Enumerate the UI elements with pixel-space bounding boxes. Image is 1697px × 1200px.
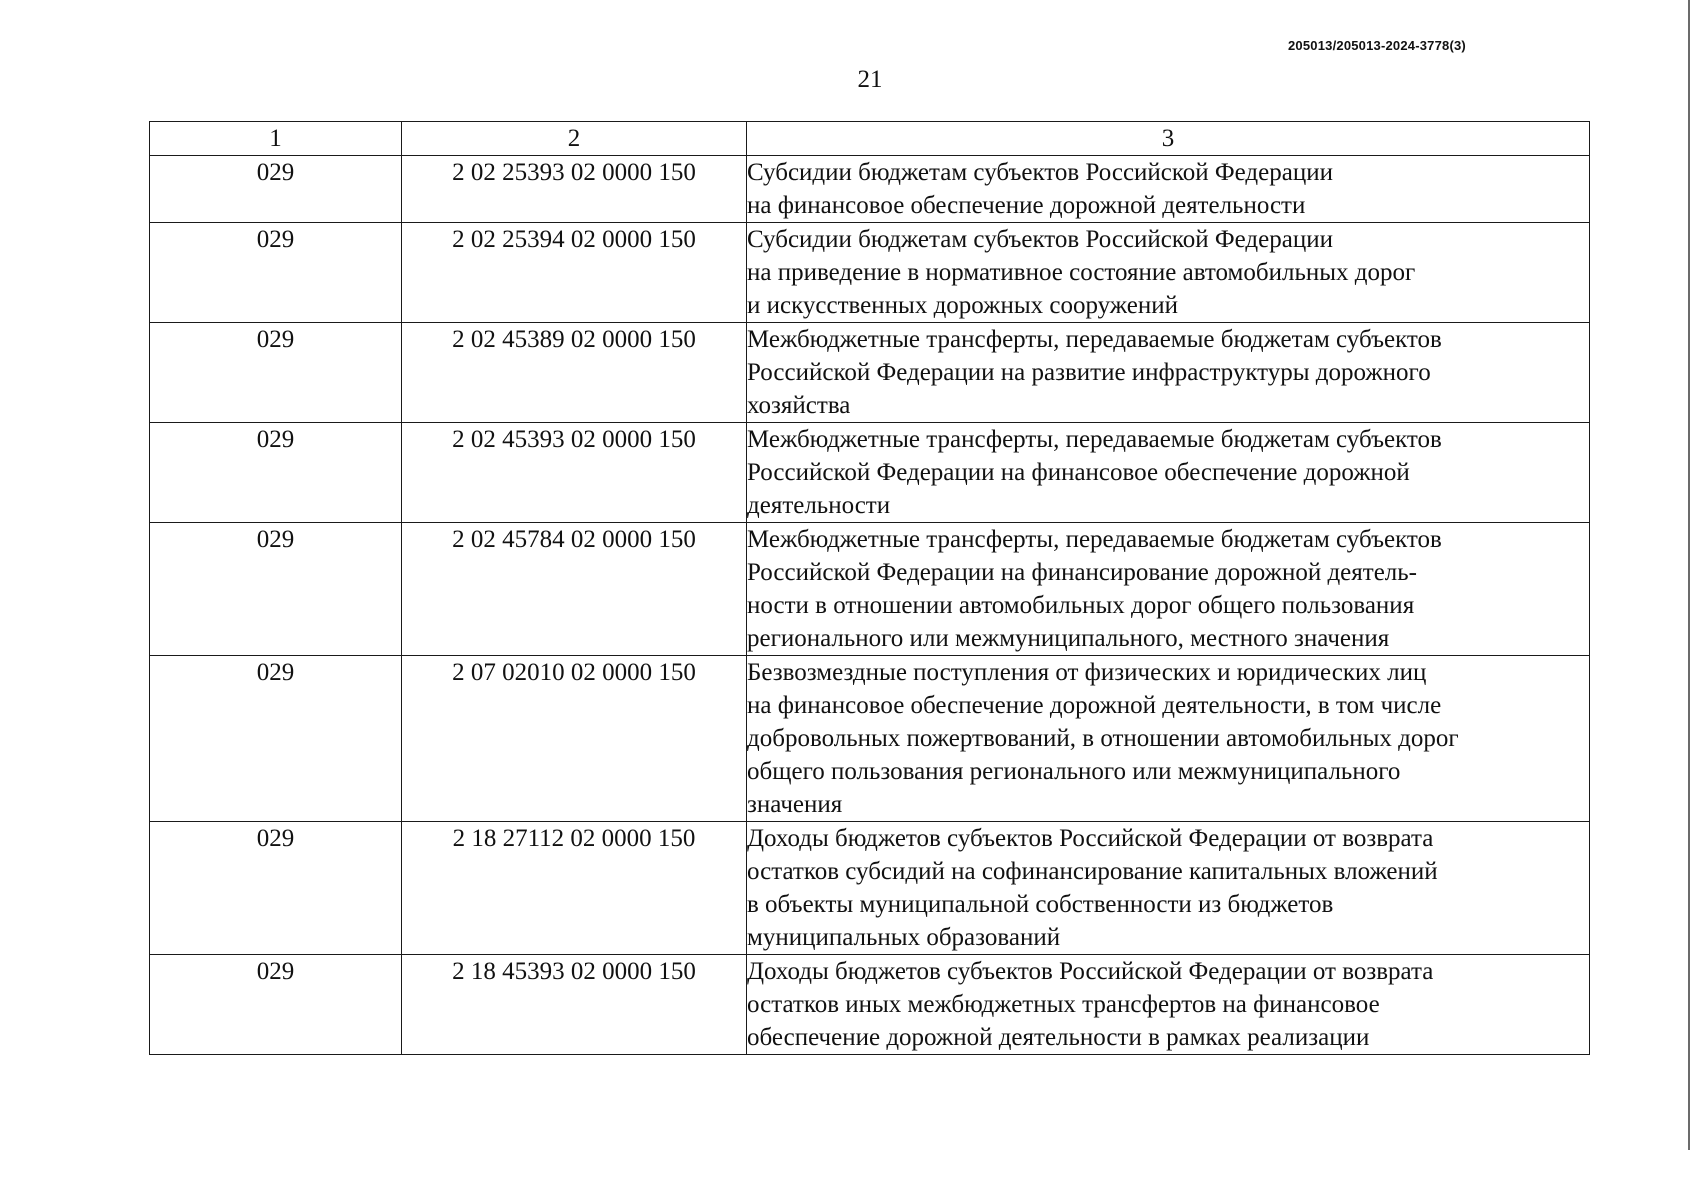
admin-code-cell: 029: [150, 423, 402, 523]
admin-code-cell: 029: [150, 822, 402, 955]
revenue-name-line: Безвозмездные поступления от физических и юридических лиц: [747, 659, 1427, 686]
revenue-name-cell: [747, 822, 1590, 955]
revenue-name-line: остатков иных межбюджетных трансфертов на финансовое: [747, 991, 1380, 1018]
revenue-code-cell: 2 02 45784 02 0000 150: [402, 523, 747, 656]
document-id: 205013/205013-2024-3778(3): [1288, 38, 1466, 53]
revenue-name-line: значения: [747, 791, 843, 818]
admin-code-cell: 029: [150, 523, 402, 656]
revenue-name-line: Доходы бюджетов субъектов Российской Федерации от возврата: [747, 958, 1434, 985]
admin-code-cell: 029: [150, 323, 402, 423]
column-header-1: 1: [150, 122, 402, 156]
revenue-code-cell: 2 02 25394 02 0000 150: [402, 223, 747, 323]
revenue-name-cell: [747, 955, 1590, 1055]
table-row: [150, 323, 1590, 423]
revenue-name-line: на приведение в нормативное состояние автомобильных дорог: [747, 259, 1416, 286]
column-header-2: 2: [402, 122, 747, 156]
revenue-name-line: обеспечение дорожной деятельности в рамках реализации: [747, 1024, 1370, 1051]
admin-code-cell: 029: [150, 656, 402, 822]
revenue-name-line: Субсидии бюджетам субъектов Российской Федерации: [747, 159, 1333, 186]
revenue-name-line: муниципальных образований: [747, 924, 1061, 951]
revenue-name-line: хозяйства: [747, 392, 851, 419]
revenue-code-cell: 2 02 45389 02 0000 150: [402, 323, 747, 423]
table-row: [150, 523, 1590, 656]
revenue-name-line: добровольных пожертвований, в отношении автомобильных дорог: [747, 725, 1459, 752]
revenue-name-line: Российской Федерации на финансирование дорожной деятель-: [747, 559, 1417, 586]
revenue-code-cell: 2 18 45393 02 0000 150: [402, 955, 747, 1055]
revenue-name-line: деятельности: [747, 492, 891, 519]
revenue-name-line: Доходы бюджетов субъектов Российской Федерации от возврата: [747, 825, 1434, 852]
revenue-name-line: Российской Федерации на развитие инфраструктуры дорожного: [747, 359, 1431, 386]
revenue-code-cell: 2 02 25393 02 0000 150: [402, 156, 747, 223]
revenue-name-line: на финансовое обеспечение дорожной деятельности, в том числе: [747, 692, 1442, 719]
table-row: [150, 423, 1590, 523]
revenue-name-line: ности в отношении автомобильных дорог общего пользования: [747, 592, 1415, 619]
revenue-code-cell: 2 18 27112 02 0000 150: [402, 822, 747, 955]
budget-codes-table: [149, 121, 1590, 1055]
admin-code-cell: 029: [150, 156, 402, 223]
revenue-name-line: регионального или межмуниципального, местного значения: [747, 625, 1390, 652]
revenue-name-cell: [747, 156, 1590, 223]
revenue-name-cell: [747, 423, 1590, 523]
table-row: [150, 955, 1590, 1055]
table-row: [150, 656, 1590, 822]
revenue-name-line: в объекты муниципальной собственности из бюджетов: [747, 891, 1334, 918]
revenue-name-cell: [747, 223, 1590, 323]
revenue-name-line: и искусственных дорожных сооружений: [747, 292, 1178, 319]
page-number: 21: [857, 66, 883, 93]
table-row: [150, 156, 1590, 223]
revenue-name-line: Межбюджетные трансферты, передаваемые бюджетам субъектов: [747, 526, 1442, 553]
scan-edge-line: [1688, 0, 1690, 1150]
header-row: [150, 122, 1590, 156]
revenue-code-cell: 2 07 02010 02 0000 150: [402, 656, 747, 822]
table-row: [150, 223, 1590, 323]
revenue-name-line: Межбюджетные трансферты, передаваемые бюджетам субъектов: [747, 426, 1442, 453]
revenue-code-cell: 2 02 45393 02 0000 150: [402, 423, 747, 523]
revenue-name-line: Межбюджетные трансферты, передаваемые бюджетам субъектов: [747, 326, 1442, 353]
revenue-name-cell: [747, 323, 1590, 423]
revenue-name-line: Российской Федерации на финансовое обеспечение дорожной: [747, 459, 1410, 486]
revenue-name-cell: [747, 523, 1590, 656]
admin-code-cell: 029: [150, 223, 402, 323]
revenue-name-cell: [747, 656, 1590, 822]
revenue-name-line: остатков субсидий на софинансирование капитальных вложений: [747, 858, 1438, 885]
admin-code-cell: 029: [150, 955, 402, 1055]
column-header-3: 3: [747, 122, 1590, 156]
revenue-name-line: общего пользования регионального или межмуниципального: [747, 758, 1401, 785]
revenue-name-line: Субсидии бюджетам субъектов Российской Федерации: [747, 226, 1333, 253]
table-row: [150, 822, 1590, 955]
table-body: [150, 156, 1590, 1055]
revenue-name-line: на финансовое обеспечение дорожной деятельности: [747, 192, 1306, 219]
